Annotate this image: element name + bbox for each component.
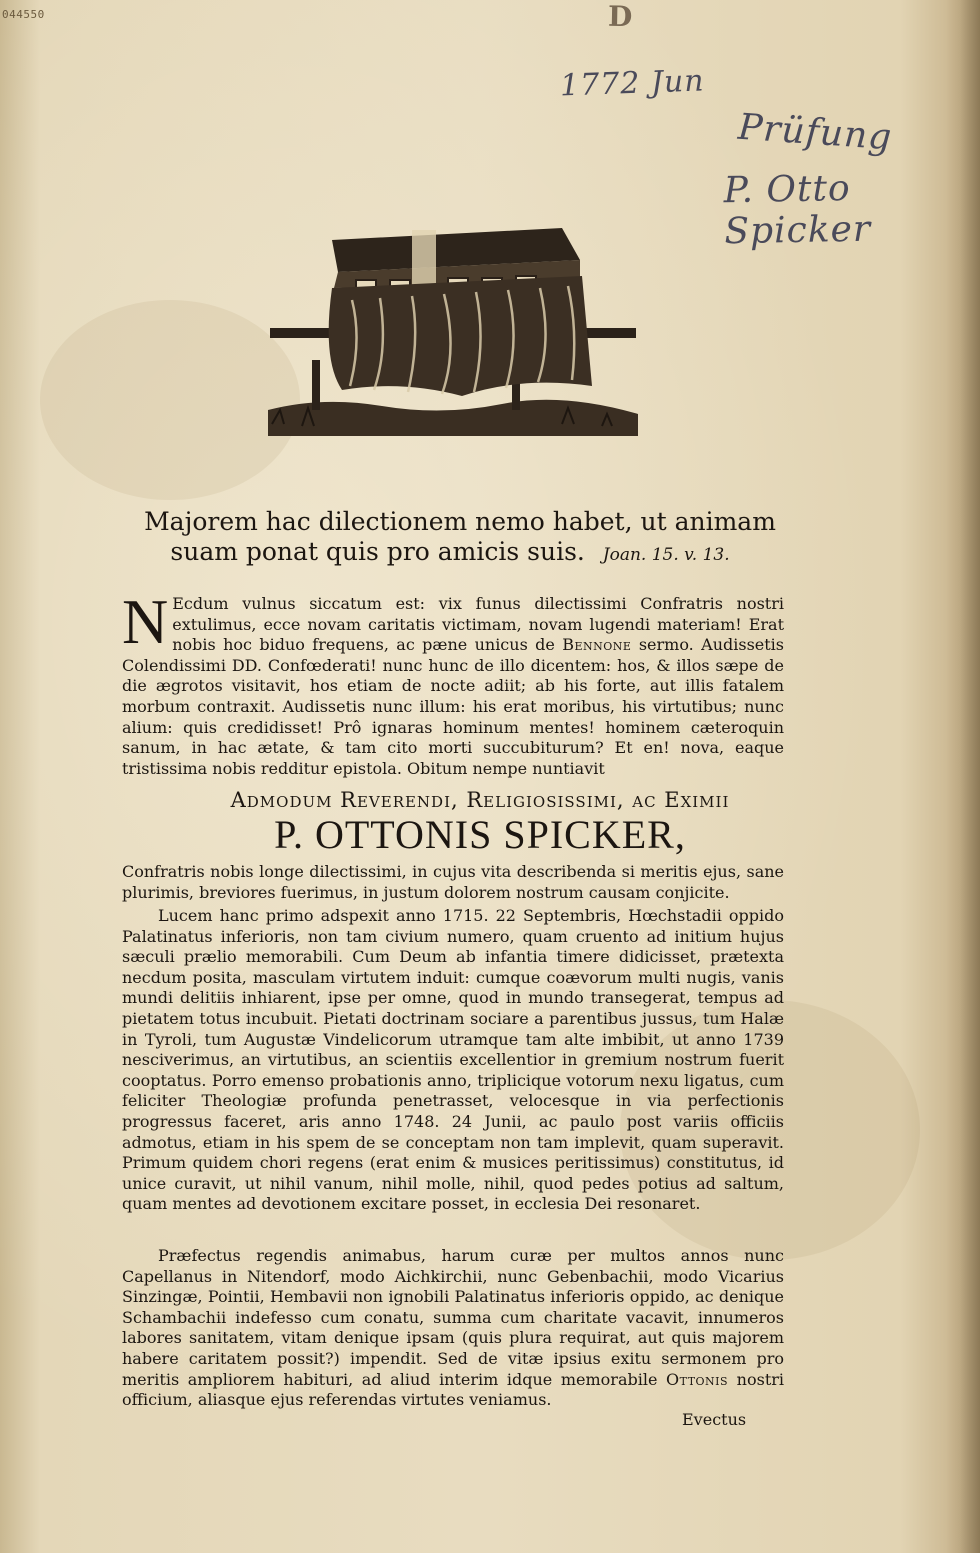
motto-line-1: Majorem hac dilectionem nemo habet, ut animam xyxy=(144,507,776,536)
name-bennone: Bennone xyxy=(562,635,632,655)
paragraph-4 xyxy=(122,1246,784,1411)
paragraph-1-text-b: sermo. Audissetis Colendissimi DD. Confœderati! nunc hunc de illo dicentem: hos, & illos sæpe de die ægrotos visitavit, hos etiam de nocte adiit; ab his forte, aut illis fatalem morbum contraxit. Audissetis nunc illum: his erat moribus, his virtutibus; nunc alium: quis credidisset! Prô ignaras hominum mentes! hominem cæteroquin sanum, in hac ætate, & tam cito morti succubiturum? Et en! nova, eaque tristissima nobis redditur epistola. Obitum nempe nuntiavit xyxy=(122,635,784,778)
honorific-titles: Admodum Reverendi, Religiosissimi, ac Eximii xyxy=(230,788,730,812)
motto-line-2 xyxy=(90,536,810,571)
top-mark: D xyxy=(607,0,633,34)
paragraph-1-text-a: Ecdum vulnus siccatum est: vix funus dilectissimi Confratris nostri extulimus, ecce novam caritatis victimam, novam lugendi materiam! Erat nobis hoc biduo frequens, ac pæne unicus de xyxy=(172,594,784,655)
motto-line-2-text: suam ponat quis pro amicis suis. xyxy=(170,537,585,566)
paragraph-2: Confratris nobis longe dilectissimi, in cujus vita describenda si meritis ejus, sane plurimis, breviores fuerimus, in justum dolorem nostrum causam conjicite. xyxy=(122,862,784,902)
paragraph-4-text-b: nostri officium, aliasque ejus referendas virtutes veniamus. xyxy=(122,1369,785,1410)
handwritten-note: Prüfung xyxy=(736,106,894,159)
paragraph-1 xyxy=(122,586,784,779)
handwritten-date: 1772 Jun xyxy=(559,63,706,104)
drop-cap: N xyxy=(122,586,169,657)
name-ottonis: Ottonis xyxy=(666,1369,729,1389)
handwritten-name: P. Otto Spicker xyxy=(723,168,872,253)
deceased-name-heading: P. OTTONIS SPICKER, xyxy=(274,812,686,857)
catchword: Evectus xyxy=(682,1410,747,1429)
paragraph-4-text-a: Præfectus regendis animabus, harum curæ per multos annos nunc Capellanus in Nitendorf, modo Aichkirchii, nunc Gebenbachii, modo Vicarius Sinzingæ, Pointii, Hembavii non ignobili Palatinatus inferioris oppido, ac denique Schambachii indefesso cum conatu, summa cum charitate vacavit, innumeros labores sanitatem, vitam denique ipsam (quis plura requirat, aut quis majorem habere caritatem possit?) impendit. Sed de vitæ ipsius exitu sermonem pro meritis ampliorem habituri, ad aliud interim idque memorabile xyxy=(122,1246,784,1389)
funeral-bier-woodcut-icon xyxy=(262,210,644,450)
paragraph-3: Lucem hanc primo adspexit anno 1715. 22 Septembris, Hœchstadii oppido Palatinatus inferioris, non tam civium numero, quam cruento ad initium hujus sæculi prælio memorabili. Cum Deum ab infantia timere didicisset, prætexta necdum posita, masculam virtutem induit: cumque coævorum multi nugis, vanis mundi delitiis inhiarent, ipse per omne, quod in mundo transegerat, tempus ad pietatem totus incubuit. Pietati doctrinam sociare a parentibus jussus, tum Halæ in Tyroli, tum Augustæ Vindelicorum utramque tam alte imbibit, ut anno 1739 nesciverimus, an virtutibus, an scientiis excellentior in gremium nostrum fuerit cooptatus. Porro emenso probationis anno, triplicique votorum nexu ligatus, cum feliciter Theologiæ profunda penetrasset, velocesque in via perfectionis progressus faceret, aris anno 1748. 24 Junii, ac paulo post variis officiis admotus, etiam in his spem de se conceptam non tam implevit, quam superavit. Primum quidem chori regens (erat enim & musices peritissimus) constitutus, id unice curavit, ut nihil vanum, nihil molle, nihil, quod pedes potius ad saltum, quam mentes ad devotionem excitare posset, in ecclesia Dei resonaret. xyxy=(122,906,784,1214)
archive-number: 044550 xyxy=(2,8,45,21)
scripture-reference: Joan. 15. v. 13. xyxy=(602,545,730,565)
paper-stain xyxy=(40,300,300,500)
